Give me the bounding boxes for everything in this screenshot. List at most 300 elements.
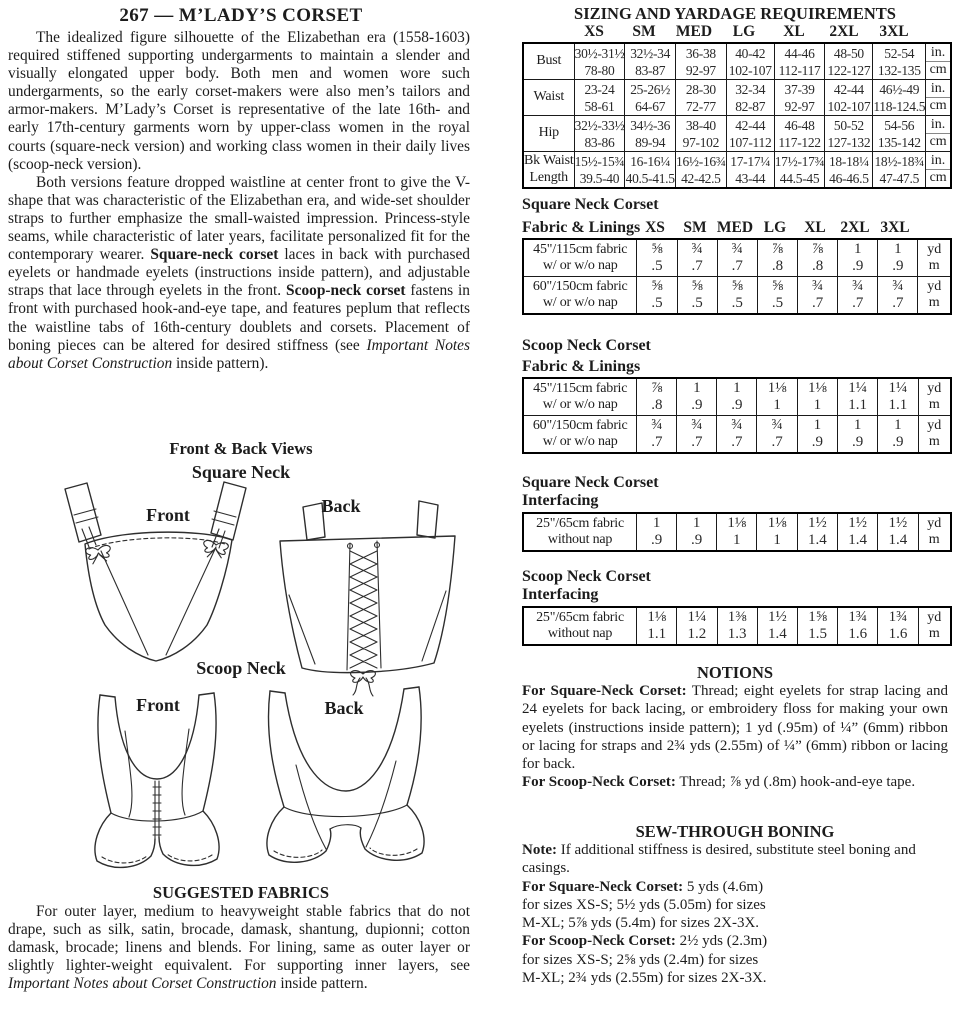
cell-line: Hip [538, 125, 559, 141]
cell-line: 118-124.5 [873, 98, 926, 114]
cell-line: 1.4 [807, 532, 827, 548]
value-cell [717, 513, 757, 551]
row-label-cell [523, 239, 637, 277]
cell-line: 47-47.5 [879, 170, 920, 186]
cell-line: 1¼ [848, 380, 867, 396]
cell-line: 102-107 [728, 62, 772, 78]
value-cell [726, 80, 774, 116]
text-run: The idealized figure silhouette of the Elizabethan era (1558-1603) required stiffened supporting undergarments to maintain a slender and visually elongated upper body. Both men and women wore such undergarments, so the early corset-makers were also men’s tailors and armor-makers. M’Lady’s Corset is representative of the late 16th- and early 17th-century garments worn by upper-class women in the royal courts (square-neck version) and working class women in their daily lives (scoop-neck version). [8, 29, 470, 173]
cell-line: Waist [533, 89, 565, 105]
cell-line: 1⅛ [807, 380, 827, 396]
value-cell [757, 378, 797, 416]
fabric-linings-label: Fabric & Linings [522, 219, 641, 236]
cell-line: yd [927, 241, 942, 257]
value-cell [574, 116, 625, 152]
cell-line: m [928, 434, 940, 449]
unit-cell [918, 513, 951, 551]
scoop-interfacing-label: Interfacing [522, 586, 599, 603]
value-cell [677, 277, 717, 315]
cell-line: 97-102 [682, 134, 720, 150]
table-row [523, 378, 951, 416]
value-cell [677, 416, 717, 454]
cell-line: Bk Waist [524, 153, 574, 168]
cell-line: 1⅛ [767, 380, 787, 396]
cell-line: 1⅛ [767, 515, 787, 531]
unit-cell [926, 152, 951, 189]
text-run: 2½ yds (2.3m) [675, 933, 768, 950]
notions-heading: NOTIONS [696, 663, 774, 682]
square-interfacing-section-title: Square Neck Corset [522, 474, 659, 491]
value-cell [717, 416, 757, 454]
cell-line: 72-77 [685, 98, 716, 114]
cell-line: yd [927, 515, 942, 531]
cell-line: ¾ [771, 417, 783, 433]
size-header: XL [783, 23, 805, 40]
boning-text [522, 841, 948, 987]
cell-line: 46-48 [784, 117, 815, 133]
value-cell [774, 116, 825, 152]
cell-line: 1½ [888, 515, 908, 531]
cell-line: Length [529, 169, 568, 185]
cell-line: 44.5-45 [779, 170, 820, 186]
value-cell [837, 378, 877, 416]
size-header-row [522, 23, 919, 41]
value-cell [637, 513, 677, 551]
size-header: 3XL [879, 23, 909, 40]
text-run: For Scoop-Neck Corset: [522, 774, 676, 791]
unit-cell [918, 239, 951, 277]
text-run: fastens in front with purchased hook-and-eye tape, and features peplum that reflects the waistline tabs of 16th-century doublets and corsets. Placement of boning pieces can be altered for desired stiffness (see [8, 282, 470, 354]
cell-line: .9 [651, 532, 663, 548]
cell-line: ¾ [811, 278, 824, 294]
value-cell [757, 607, 797, 645]
value-cell [825, 116, 873, 152]
cell-line: .5 [771, 295, 784, 311]
cell-line: .7 [731, 434, 743, 450]
scoop-fabric-table [522, 377, 952, 454]
cell-line: m [928, 397, 940, 412]
cell-line: cm [926, 61, 950, 79]
cell-line: 1.3 [727, 626, 747, 642]
size-header-spacer [522, 23, 569, 41]
cell-line: 1⅛ [647, 609, 667, 625]
cell-line: 1.4 [848, 532, 867, 548]
cell-line: 1 [773, 397, 781, 413]
cell-line: 1⅜ [727, 609, 747, 625]
cell-line: .5 [651, 295, 663, 311]
cell-line: 135-142 [877, 134, 921, 150]
cell-line: without nap [547, 532, 613, 547]
notions-square-paragraph [522, 682, 948, 773]
cell-line: 40.5-41.5 [625, 170, 675, 186]
cell-line: 60"/150cm fabric [532, 417, 628, 433]
cell-line: yd [927, 417, 942, 433]
cell-line: 34½-36 [630, 117, 671, 133]
cell-line: w/ or w/o nap [542, 397, 618, 412]
cell-line: ¾ [852, 278, 864, 294]
square-interfacing-table [522, 512, 952, 552]
cell-line: 1.1 [647, 626, 667, 642]
value-cell [637, 277, 677, 315]
cell-line: 1¼ [888, 380, 908, 396]
text-run: Thread; eight eyelets for strap lacing and 24 eyelets for back lacing, or embroidery floss for making your own eyelets (instructions inside pattern); 1 yd (.95m) of ¼” (6mm) ribbon or lacing for straps and 2¾ yds (2.55m) of ¼” (6mm) ribbon or lacing for back. [522, 683, 948, 773]
cell-line: .7 [892, 295, 904, 311]
cell-line: ¾ [691, 417, 703, 433]
table-row [523, 277, 951, 315]
text-run: inside pattern). [172, 354, 269, 372]
value-cell [774, 80, 825, 116]
cell-line: 30½-31½ [574, 45, 625, 61]
value-cell [677, 239, 717, 277]
value-cell [837, 513, 877, 551]
fabrics-heading: SUGGESTED FABRICS [152, 883, 330, 902]
value-cell [878, 416, 918, 454]
fabrics-text [8, 903, 470, 993]
row-label-cell [523, 116, 574, 152]
cell-line: 25"/65cm fabric [536, 515, 624, 531]
cell-line: .9 [691, 397, 703, 413]
table-row [523, 80, 951, 116]
cell-line: 1¾ [848, 609, 868, 625]
cell-line: 32-34 [735, 81, 766, 97]
cell-line: 1 [733, 380, 741, 396]
cell-line: 1.5 [808, 626, 827, 642]
value-cell [637, 239, 677, 277]
unit-cell [926, 116, 951, 152]
value-cell [675, 43, 726, 80]
cell-line: 45"/115cm fabric [533, 380, 628, 396]
text-run: For Square-Neck Corset: [522, 878, 684, 895]
cell-line: 39.5-40 [579, 170, 620, 186]
scoop-interfacing-table [522, 606, 952, 646]
cell-line: 1.6 [888, 626, 908, 642]
cell-line: 1 [733, 532, 741, 548]
cell-line: 1 [693, 380, 701, 396]
cell-line: 50-52 [833, 117, 864, 133]
cell-line: .8 [771, 258, 784, 274]
cell-line: ⅝ [651, 241, 663, 257]
value-cell [717, 239, 757, 277]
size-header: 2XL [840, 219, 870, 236]
value-cell [675, 116, 726, 152]
value-cell [878, 513, 918, 551]
cell-line: m [928, 295, 940, 310]
cell-line: .9 [852, 258, 864, 274]
value-cell [637, 607, 677, 645]
value-cell [625, 80, 676, 116]
cell-line: 15½-15¾ [574, 153, 625, 169]
cell-line: 1 [894, 417, 902, 433]
unit-cell [918, 416, 951, 454]
cell-line: .7 [651, 434, 663, 450]
cell-line: ¾ [691, 241, 703, 257]
cell-line: 44-46 [784, 45, 815, 61]
cell-line: 64-67 [635, 98, 666, 114]
cell-line: 1.4 [888, 532, 908, 548]
cell-line: w/ or w/o nap [542, 295, 618, 310]
scoop-back-label: Back [324, 698, 364, 718]
cell-line: 132-135 [877, 62, 921, 78]
text-run: laces in back with purchased eyelets or handmade eyelets (instructions inside pattern), and adjustable straps that lace through eyelets in the front. [8, 246, 470, 300]
size-header: XS [584, 23, 604, 40]
cell-line: ¾ [892, 278, 904, 294]
table-row [523, 607, 951, 645]
cell-line: .5 [731, 295, 743, 311]
cell-line: .7 [731, 258, 743, 274]
cell-line: 122-127 [827, 62, 871, 78]
cell-line: 38-40 [685, 117, 716, 133]
value-cell [878, 239, 918, 277]
value-cell [774, 43, 825, 80]
text-run: For Square-Neck Corset: [522, 683, 687, 699]
cell-line: without nap [547, 626, 613, 641]
text-run: M-XL; 2¾ yds (2.55m) for sizes 2X-3X. [522, 970, 767, 987]
cell-line: 1.4 [767, 626, 787, 642]
cell-line: 32½-34 [630, 45, 671, 61]
cell-line: .9 [811, 434, 823, 450]
cell-line: ⅞ [651, 380, 663, 396]
cell-line: cm [926, 133, 950, 151]
row-label-cell [523, 152, 574, 189]
value-cell [757, 239, 797, 277]
cell-line: ⅝ [691, 278, 703, 294]
cell-line: yd [927, 278, 942, 294]
cell-line: 89-94 [635, 134, 666, 150]
cell-line: 54-56 [884, 117, 915, 133]
notions-scoop-paragraph [522, 773, 948, 791]
scoop-fabric-linings-label: Fabric & Linings [522, 358, 641, 375]
cell-line: 1 [813, 397, 822, 413]
size-header: XS [645, 219, 665, 236]
value-cell [878, 277, 918, 315]
scoop-interfacing-section-title: Scoop Neck Corset [522, 568, 651, 585]
cell-line: ⅝ [651, 278, 663, 294]
cell-line: 48-50 [833, 45, 864, 61]
cell-line: 36-38 [685, 45, 716, 61]
cell-line: 107-112 [729, 134, 772, 150]
value-cell [797, 416, 837, 454]
cell-line: .7 [691, 434, 703, 450]
table-row [523, 116, 951, 152]
value-cell [625, 152, 676, 189]
cell-line: 45"/115cm fabric [533, 241, 628, 257]
text-run: Important Notes about Corset Construction [8, 975, 277, 993]
value-cell [717, 607, 757, 645]
text-run: Square-neck corset [150, 246, 279, 264]
cell-line: 42-44 [833, 81, 864, 97]
cell-line: m [928, 532, 940, 547]
value-cell [717, 277, 757, 315]
cell-line: ⅝ [771, 278, 784, 294]
cell-line: 1¼ [687, 609, 707, 625]
text-run: For outer layer, medium to heavyweight stable fabrics that do not drape, such as silk, satin, brocade, damask, shantung, dupionni; cotton damask, brocade; linens and blends. For lining, same as outer layer or slightly lighter-weight equivalent. For supporting inner layers, see [8, 903, 470, 975]
value-cell [574, 152, 625, 189]
size-header: 3XL [880, 219, 910, 236]
right-column [522, 0, 952, 1024]
unit-cell [918, 277, 951, 315]
cell-line: 1⅝ [808, 609, 827, 625]
cell-line: 1 [894, 241, 902, 257]
value-cell [574, 80, 625, 116]
cell-line: ⅞ [811, 241, 824, 257]
cell-line: in. [930, 44, 946, 60]
cell-line: in. [930, 80, 946, 96]
table-row [523, 43, 951, 80]
value-cell [677, 607, 717, 645]
cell-line: 1¾ [888, 609, 908, 625]
scoop-fabric-section-title: Scoop Neck Corset [522, 337, 651, 354]
value-cell [797, 607, 837, 645]
value-cell [677, 378, 717, 416]
cell-line: 1.1 [888, 397, 908, 413]
cell-line: .9 [892, 258, 904, 274]
cell-line: 16½-16¾ [676, 153, 726, 169]
cell-line: Bust [536, 53, 562, 69]
scoop-front-drawing [95, 693, 219, 867]
text-run: M-XL; 5⅞ yds (5.4m) for sizes 2X-3X. [522, 915, 760, 932]
size-header: LG [763, 219, 787, 236]
size-header: 2XL [829, 23, 859, 40]
cell-line: 1.1 [848, 397, 867, 413]
cell-line: 102-107 [827, 98, 871, 114]
cell-line: .7 [691, 258, 703, 274]
square-fabric-table [522, 238, 952, 315]
value-cell [625, 43, 676, 80]
boning-scoop-paragraph [522, 932, 948, 987]
cell-line: yd [927, 380, 942, 396]
text-run: for sizes XS-S; 5½ yds (5.05m) for sizes [522, 896, 766, 913]
cell-line: 25-26½ [630, 81, 671, 97]
text-run: 5 yds (4.6m) [683, 878, 764, 895]
value-cell [637, 416, 677, 454]
cell-line: 46½-49 [879, 81, 920, 97]
cell-line: .7 [811, 295, 824, 311]
value-cell [838, 277, 878, 315]
size-header: MED [716, 219, 754, 236]
value-cell [797, 378, 837, 416]
square-back-label: Back [321, 496, 361, 516]
value-cell [625, 116, 676, 152]
cell-line: in. [930, 116, 946, 132]
intro-paragraph-2 [8, 174, 470, 373]
value-cell [757, 416, 797, 454]
row-label-cell [523, 43, 574, 80]
text-run: Both versions feature dropped waistline at center front to give the V-shape that was characteristic of the Elizabethan era, and wide-set shoulder straps to further emphasize the small-waisted impression. Princess-style seams, while characteristic of later years, facilitate personalized fit for the contemporary wearer. [8, 173, 470, 264]
value-cell [574, 43, 625, 80]
text-run: Note: [522, 842, 557, 858]
intro-paragraph-1 [8, 29, 470, 174]
cell-line: 17-17¼ [730, 153, 771, 169]
cell-line: 1½ [807, 515, 827, 531]
row-label-cell [523, 607, 637, 645]
cell-line: 28-30 [685, 81, 716, 97]
value-cell [825, 152, 873, 189]
value-cell [798, 277, 838, 315]
cell-line: w/ or w/o nap [542, 434, 618, 449]
value-cell [838, 239, 878, 277]
cell-line: 40-42 [735, 45, 766, 61]
cell-line: w/ or w/o nap [542, 258, 618, 273]
table-row [523, 239, 951, 277]
cell-line: 1 [853, 241, 862, 257]
cell-line: 1⅛ [727, 515, 747, 531]
cell-line: 43-44 [735, 170, 766, 186]
cell-line: 1½ [767, 609, 787, 625]
left-column [8, 0, 474, 1024]
intro-text [8, 29, 470, 373]
value-cell [726, 152, 774, 189]
value-cell [677, 513, 717, 551]
square-neck-label: Square Neck [191, 462, 291, 482]
value-cell [837, 416, 877, 454]
cell-line: ¾ [731, 417, 743, 433]
cell-line: 1.6 [848, 626, 868, 642]
cell-line: 32½-33½ [574, 117, 625, 133]
value-cell [757, 513, 797, 551]
cell-line: 18-18¼ [828, 153, 869, 169]
row-label-cell [523, 80, 574, 116]
size-header: XL [804, 219, 826, 236]
value-cell [717, 378, 757, 416]
cell-line: 78-80 [584, 62, 615, 78]
cell-line: 1.2 [687, 626, 707, 642]
square-interfacing-label: Interfacing [522, 492, 599, 509]
value-cell [825, 43, 873, 80]
value-cell [726, 43, 774, 80]
cell-line: ¾ [731, 241, 743, 257]
cell-line: 1 [652, 515, 661, 531]
cell-line: .7 [852, 295, 864, 311]
value-cell [798, 239, 838, 277]
unit-cell [926, 43, 951, 80]
cell-line: 42-44 [735, 117, 766, 133]
table-row [523, 513, 951, 551]
cell-line: 46-46.5 [829, 170, 869, 186]
cell-line: yd [927, 609, 942, 625]
table-row [523, 152, 951, 189]
text-run: inside pattern. [276, 975, 368, 993]
cell-line: 92-97 [685, 62, 716, 78]
row-label-cell [523, 513, 637, 551]
cell-line: 117-122 [778, 134, 821, 150]
value-cell [675, 80, 726, 116]
scoop-front-label: Front [136, 695, 180, 715]
cell-line: 112-117 [778, 62, 821, 78]
value-cell [878, 378, 918, 416]
square-front-label: Front [146, 505, 190, 525]
value-cell [825, 80, 873, 116]
cell-line: .8 [811, 258, 824, 274]
cell-line: .9 [731, 397, 743, 413]
scoop-neck-illustration [8, 675, 474, 880]
text-run: Thread; ⅞ yd (.8m) hook-and-eye tape. [675, 774, 916, 791]
cell-line: ¾ [651, 417, 663, 433]
boning-note-paragraph [522, 841, 948, 878]
value-cell [774, 152, 825, 189]
cell-line: 82-87 [735, 98, 766, 114]
views-heading: Front & Back Views [169, 439, 313, 458]
boning-heading: SEW-THROUGH BONING [635, 822, 835, 841]
cell-line: m [928, 258, 940, 273]
text-run: For Scoop-Neck Corset: [522, 933, 676, 950]
value-cell [797, 513, 837, 551]
unit-cell [918, 607, 951, 645]
text-run: for sizes XS-S; 2⅝ yds (2.4m) for sizes [522, 951, 759, 968]
square-fabric-section-title: Square Neck Corset [522, 196, 659, 213]
size-header: LG [732, 23, 756, 40]
cell-line: cm [926, 97, 950, 115]
cell-line: 52-54 [884, 45, 915, 61]
